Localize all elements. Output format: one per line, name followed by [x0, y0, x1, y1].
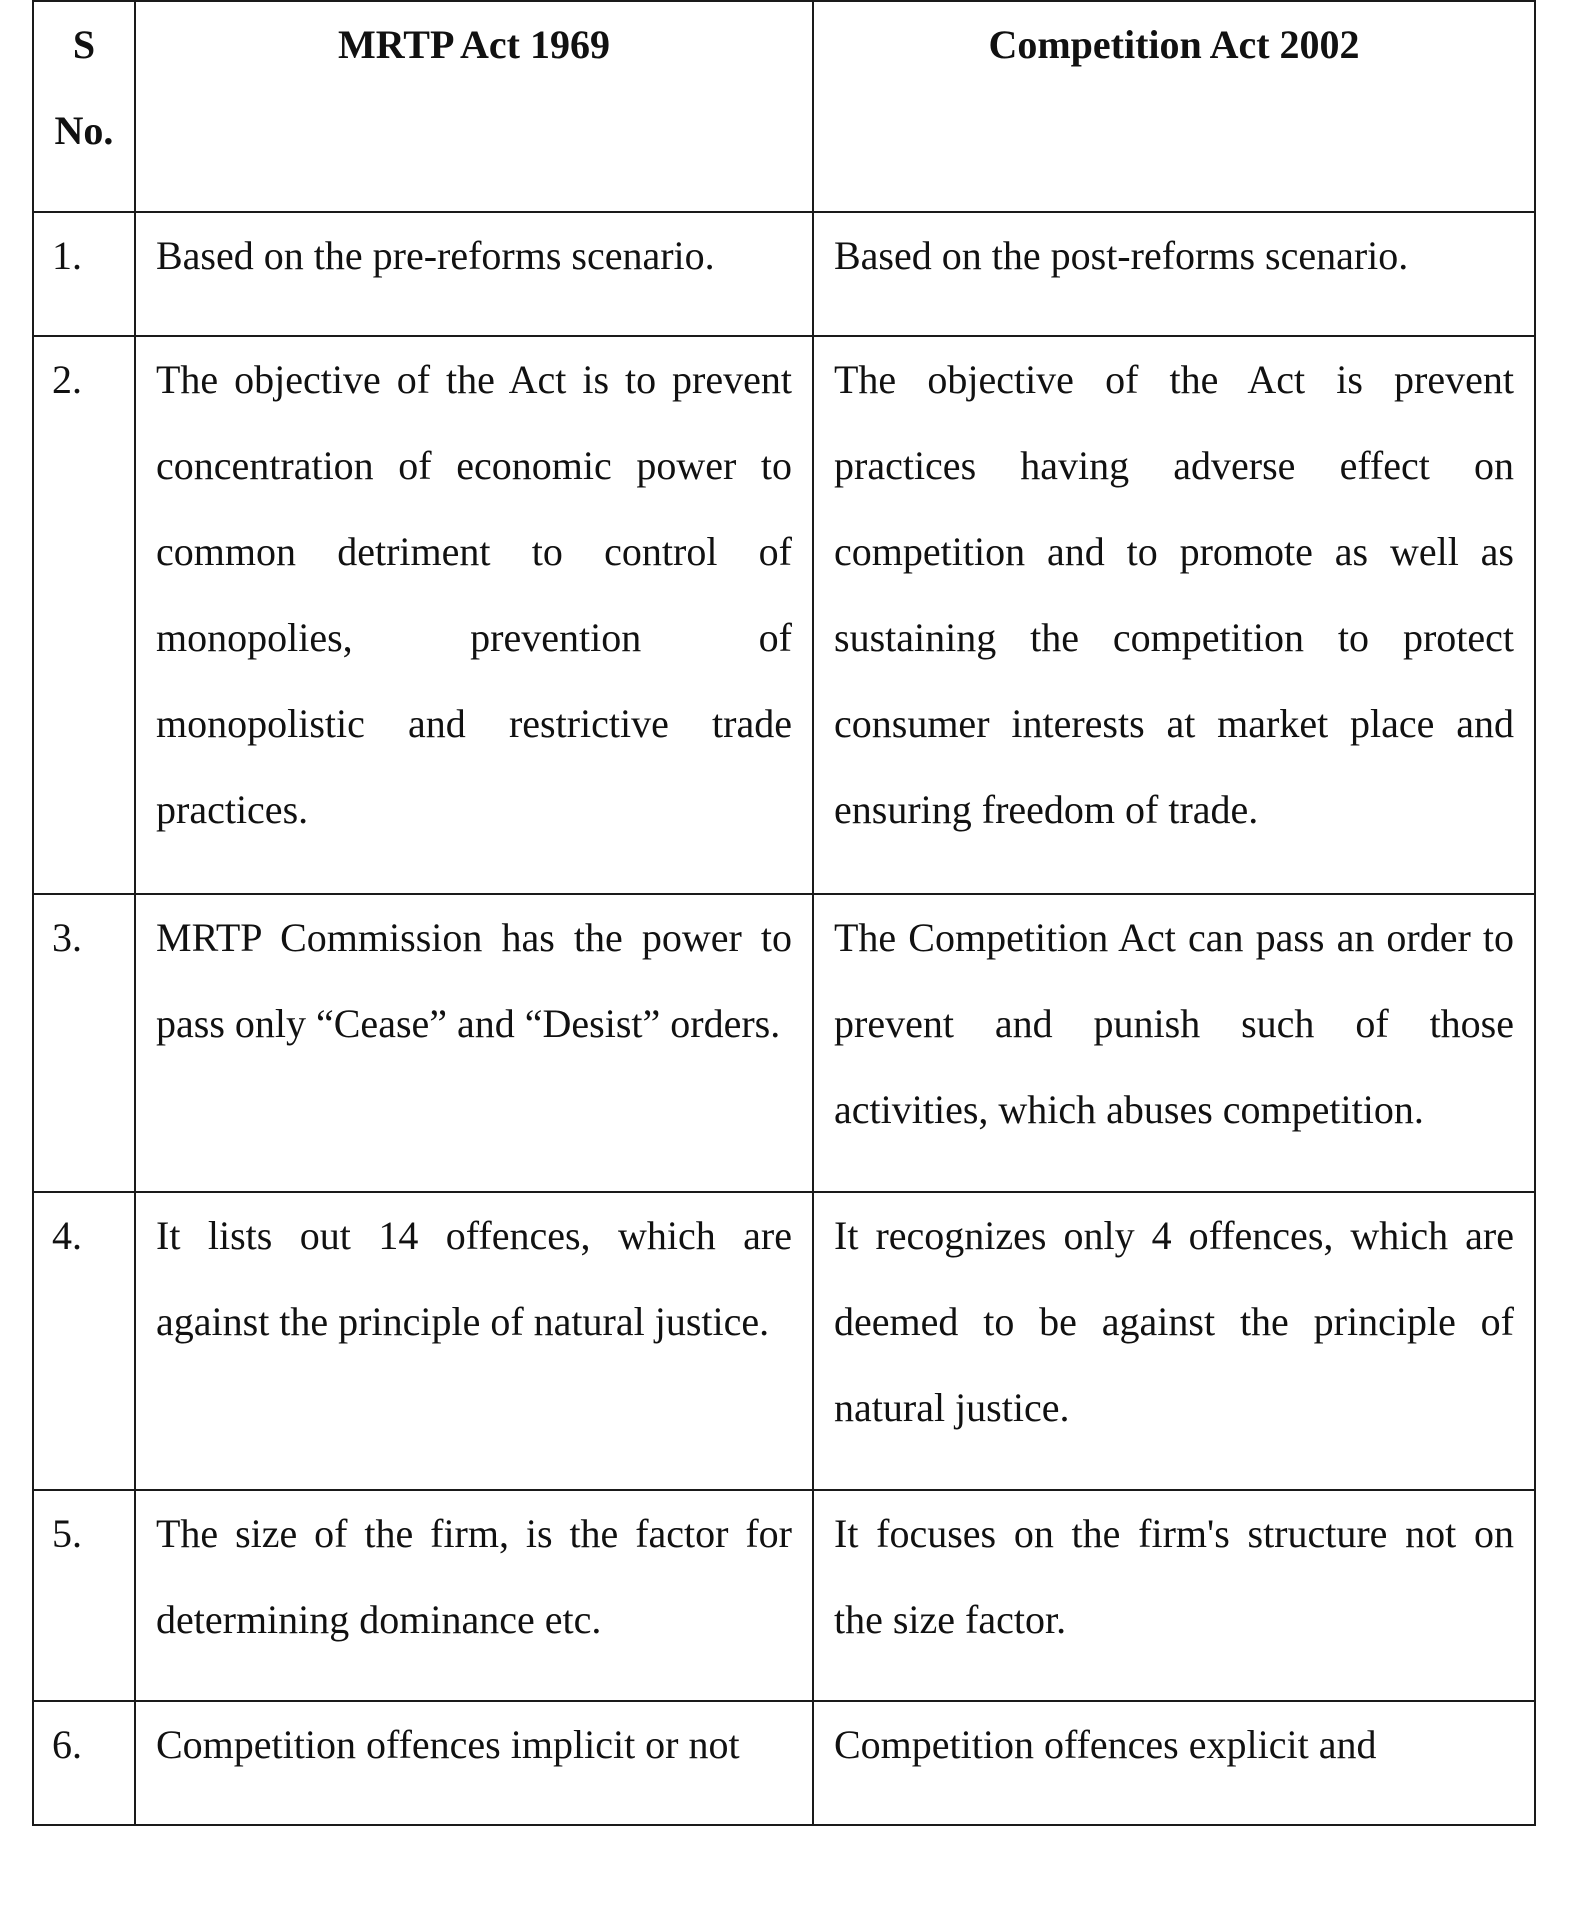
comparison-table: [32, 0, 1536, 1826]
header-sno: [33, 1, 135, 212]
competition-cell: Based on the post-reforms scenario.: [813, 212, 1535, 336]
table-row: [33, 1192, 1535, 1490]
table-row: [33, 336, 1535, 894]
row-number: 3.: [33, 894, 135, 1192]
row-number: 4.: [33, 1192, 135, 1490]
header-sno-line1: S: [72, 22, 96, 67]
table-row: [33, 894, 1535, 1192]
competition-cell: It recognizes only 4 offences, which are deemed to be against the principle of natural justice.: [813, 1192, 1535, 1490]
table-row: [33, 212, 1535, 336]
row-number: 5.: [33, 1490, 135, 1701]
row-number: 6.: [33, 1701, 135, 1825]
mrtp-cell: The objective of the Act is to prevent concentration of economic power to common detriment to control of monopolies, prevention of monopolistic and restrictive trade practices.: [135, 336, 813, 894]
competition-cell: It focuses on the firm's structure not on the size factor.: [813, 1490, 1535, 1701]
header-mrtp: MRTP Act 1969: [135, 1, 813, 212]
mrtp-cell: Based on the pre-reforms scenario.: [135, 212, 813, 336]
mrtp-cell: It lists out 14 offences, which are against the principle of natural justice.: [135, 1192, 813, 1490]
competition-cell: The Competition Act can pass an order to prevent and punish such of those activities, which abuses competition.: [813, 894, 1535, 1192]
header-competition: Competition Act 2002: [813, 1, 1535, 212]
row-number: 2.: [33, 336, 135, 894]
mrtp-cell: MRTP Commission has the power to pass only “Cease” and “Desist” orders.: [135, 894, 813, 1192]
header-sno-line2: No.: [54, 108, 114, 153]
table-row: [33, 1490, 1535, 1701]
competition-cell: The objective of the Act is prevent practices having adverse effect on competition and to promote as well as sustaining the competition to protect consumer interests at market place and ensuring freedom of trade.: [813, 336, 1535, 894]
row-number: 1.: [33, 212, 135, 336]
competition-cell: Competition offences explicit and: [813, 1701, 1535, 1825]
header-row: [33, 1, 1535, 212]
mrtp-cell: Competition offences implicit or not: [135, 1701, 813, 1825]
table-row: [33, 1701, 1535, 1825]
mrtp-cell: The size of the firm, is the factor for determining dominance etc.: [135, 1490, 813, 1701]
